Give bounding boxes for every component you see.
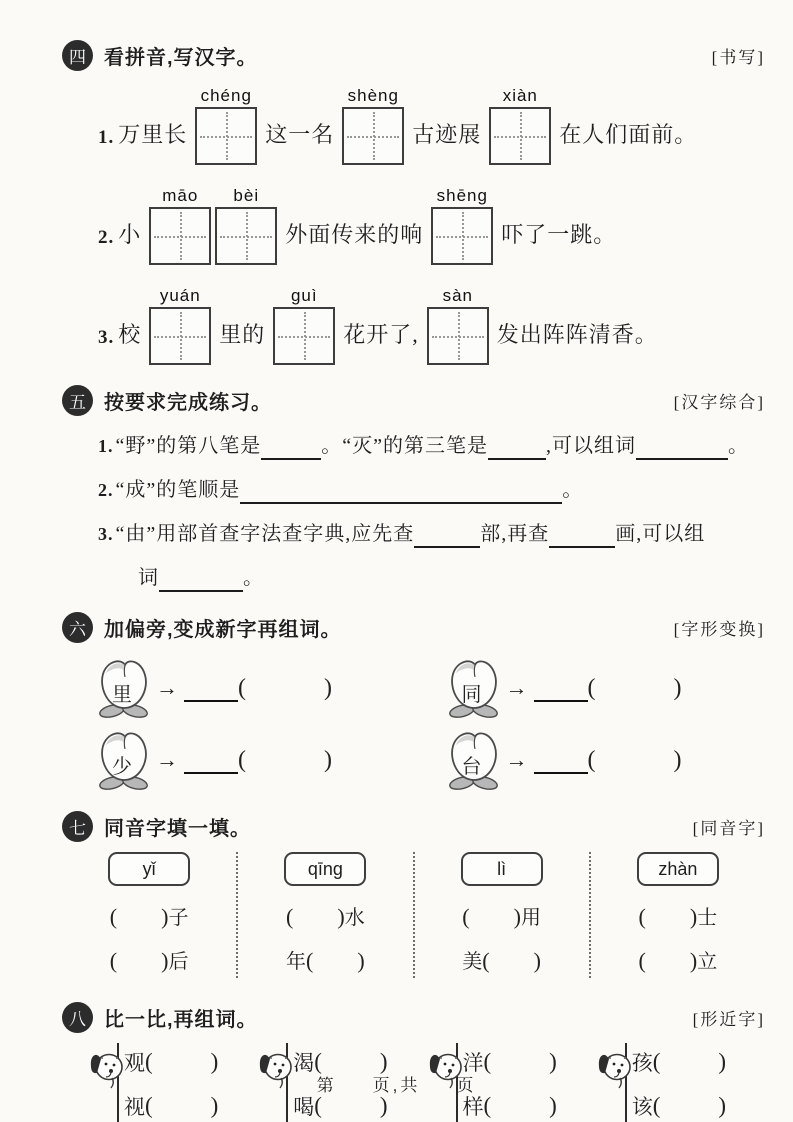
sentence-segment: 这一名 <box>265 122 335 147</box>
item-number: 2. <box>98 480 114 500</box>
section-tag: [字形变换] <box>673 620 765 639</box>
tianzige-writing-box[interactable] <box>431 207 493 265</box>
pinyin-sentence-row <box>98 185 765 265</box>
exercise-text: 。“灭”的第三笔是 <box>321 435 489 457</box>
tianzige-writing-box[interactable] <box>342 107 404 165</box>
exercise-text: 画,可以组 <box>615 523 706 545</box>
character: 渴 <box>293 1051 315 1075</box>
pinyin-pill: zhàn <box>637 852 719 886</box>
writing-box-unit <box>489 85 551 165</box>
exercise-text: “野”的第八笔是 <box>115 435 262 457</box>
character: 视 <box>124 1095 145 1119</box>
base-character: 台 <box>461 756 482 778</box>
paren-open: ( <box>286 904 294 929</box>
section-add-radical <box>62 612 765 793</box>
pinyin-label: guì <box>290 286 318 305</box>
paren-close: ) <box>549 1093 557 1118</box>
row-text: 水 <box>344 907 365 929</box>
tianzige-writing-box[interactable] <box>149 207 211 265</box>
paren-open: ( <box>145 1093 153 1118</box>
homophone-row <box>639 945 718 974</box>
paren-close: ) <box>533 948 541 973</box>
answer-blank[interactable] <box>159 570 243 592</box>
homophone-row <box>462 945 541 974</box>
answer-blank[interactable] <box>488 438 546 460</box>
item-number: 2. <box>98 227 115 248</box>
pinyin-sentence-row <box>98 85 765 165</box>
pinyin-pill: lì <box>461 852 543 886</box>
homophone-column <box>236 852 412 978</box>
section-title: 按要求完成练习。 <box>104 392 272 414</box>
homophone-row <box>110 945 189 974</box>
pinyin-pill: qīng <box>284 852 366 886</box>
paren-close: ) <box>210 1093 219 1118</box>
peach-icon <box>446 657 502 719</box>
paren-close: ) <box>337 904 345 929</box>
new-character-blank[interactable] <box>534 674 588 702</box>
row-text: 后 <box>168 951 189 973</box>
exercise-item <box>98 432 765 460</box>
dog-icon <box>427 1047 465 1096</box>
paren-open: ( <box>587 746 596 773</box>
item-number: 1. <box>98 127 115 148</box>
section-number-badge: 五 <box>62 385 93 416</box>
tianzige-writing-box[interactable] <box>489 107 551 165</box>
arrow-icon: → <box>156 675 178 700</box>
sentence-segment: 外面传来的响 <box>285 222 424 247</box>
sentence-segment: 万里长 <box>118 122 188 147</box>
exercise-item-continuation <box>138 564 765 592</box>
new-character-blank[interactable] <box>184 674 238 702</box>
answer-space[interactable] <box>490 946 534 968</box>
paren-close: ) <box>161 948 169 973</box>
exercise-text: 。 <box>243 567 264 589</box>
writing-box-unit <box>431 185 493 265</box>
answer-space[interactable] <box>596 675 674 701</box>
answer-space[interactable] <box>322 1094 380 1118</box>
exercise-text: “由”用部首查字法查字典,应先查 <box>115 523 415 545</box>
section-homophones <box>62 811 765 978</box>
writing-box-unit <box>195 85 257 165</box>
section-number-badge: 四 <box>62 40 93 71</box>
section-title: 加偏旁,变成新字再组词。 <box>104 619 342 641</box>
paren-close: ) <box>718 1049 727 1074</box>
sentence-segment: 古迹展 <box>412 122 482 147</box>
paren-close: ) <box>549 1049 557 1074</box>
homophone-row <box>639 901 718 930</box>
section-number-badge: 七 <box>62 811 93 842</box>
homophone-column <box>589 852 765 978</box>
paren-close: ) <box>379 1049 388 1074</box>
new-character-blank[interactable] <box>534 746 588 774</box>
radical-item <box>446 727 766 793</box>
answer-space[interactable] <box>246 747 324 773</box>
section-title: 看拼音,写汉字。 <box>104 47 258 69</box>
paren-open: ( <box>638 904 646 929</box>
row-text: 子 <box>168 907 189 929</box>
arrow-icon: → <box>505 675 528 700</box>
peach-icon <box>96 729 152 791</box>
section-title: 比一比,再组词。 <box>104 1009 258 1031</box>
section-number-badge: 八 <box>62 1002 93 1033</box>
peach-icon <box>96 657 152 719</box>
section-tag: [汉字综合] <box>673 393 765 412</box>
answer-space[interactable] <box>117 902 161 924</box>
section-lookalike-characters <box>62 1002 765 1122</box>
answer-blank[interactable] <box>414 526 480 548</box>
section-header <box>62 612 765 643</box>
tianzige-writing-box[interactable] <box>427 307 489 365</box>
radical-item <box>96 655 416 721</box>
exercise-text: 部,再查 <box>480 523 550 545</box>
sentence-segment: 校 <box>118 322 142 347</box>
paren-close: ) <box>379 1093 388 1118</box>
exercise-text: 。 <box>728 435 750 457</box>
section-pinyin-writing <box>62 40 765 365</box>
paren-close: ) <box>689 948 698 973</box>
footer-text: 页 <box>456 1076 477 1095</box>
answer-space[interactable] <box>646 902 690 924</box>
radical-item <box>446 655 766 721</box>
paren-close: ) <box>324 746 332 773</box>
pinyin-label: bèi <box>233 186 260 205</box>
section-header <box>62 385 765 416</box>
pinyin-label: māo <box>162 186 199 205</box>
answer-space[interactable] <box>470 902 514 924</box>
sentence-segment: 小 <box>118 222 142 247</box>
homophone-column <box>62 852 236 978</box>
character: 观 <box>124 1051 145 1075</box>
row-text: 年 <box>286 951 307 973</box>
pinyin-label: xiàn <box>502 86 538 105</box>
dog-icon <box>257 1047 295 1096</box>
exercise-item <box>98 520 765 592</box>
base-character: 同 <box>461 684 482 706</box>
paren-open: ( <box>238 746 246 773</box>
homophone-row <box>110 901 189 930</box>
sentence-segment: 在人们面前。 <box>559 122 698 147</box>
paren-open: ( <box>462 904 470 929</box>
row-text: 士 <box>697 907 718 929</box>
footer-text: 第 <box>316 1076 337 1095</box>
exercise-text: 词 <box>138 567 159 589</box>
writing-box-unit <box>215 185 277 265</box>
paren-open: ( <box>482 948 490 973</box>
pinyin-label: shèng <box>347 86 399 105</box>
peach-items-grid <box>96 655 765 793</box>
item-number: 3. <box>98 327 115 348</box>
row-text: 美 <box>462 951 483 973</box>
pinyin-label: shēng <box>436 186 488 205</box>
new-character-blank[interactable] <box>184 746 238 774</box>
paren-open: ( <box>238 674 246 701</box>
paren-open: ( <box>652 1093 661 1118</box>
paren-open: ( <box>306 948 314 973</box>
answer-space[interactable] <box>313 946 357 968</box>
paren-close: ) <box>673 674 682 701</box>
answer-blank[interactable] <box>261 438 321 460</box>
character: 该 <box>631 1095 653 1119</box>
footer-text: 页,共 <box>372 1076 421 1095</box>
paren-open: ( <box>652 1049 661 1074</box>
answer-space[interactable] <box>293 902 337 924</box>
answer-space[interactable] <box>117 946 161 968</box>
section-tag: [书写] <box>711 48 765 67</box>
paren-open: ( <box>483 1049 492 1074</box>
section-header <box>62 811 765 842</box>
answer-space[interactable] <box>153 1094 211 1118</box>
answer-blank[interactable] <box>549 526 615 548</box>
tianzige-writing-box[interactable] <box>273 307 335 365</box>
writing-box-unit <box>273 285 335 365</box>
homophone-column <box>413 852 589 978</box>
base-character: 里 <box>112 684 132 706</box>
section-title: 同音字填一填。 <box>104 818 251 840</box>
section-header <box>62 1002 765 1033</box>
exercise-text: ,可以组词 <box>546 435 637 457</box>
row-text: 用 <box>520 907 541 929</box>
pinyin-label: sàn <box>442 286 473 305</box>
arrow-icon: → <box>156 747 178 772</box>
character: 孩 <box>631 1051 653 1075</box>
pinyin-pill: yǐ <box>108 852 190 886</box>
radical-item <box>96 727 416 793</box>
item-number: 3. <box>98 524 114 544</box>
tianzige-writing-box[interactable] <box>215 207 277 265</box>
paren-open: ( <box>314 1093 322 1118</box>
dog-icon <box>596 1047 634 1096</box>
sentence-segment: 里的 <box>219 322 266 347</box>
peach-icon <box>446 729 502 791</box>
sentence-segment: 吓了一跳。 <box>501 222 617 247</box>
exercise-item <box>98 476 765 504</box>
homophone-row <box>462 901 541 930</box>
section-hanzi-exercises <box>62 385 765 592</box>
answer-space[interactable] <box>491 1094 549 1118</box>
homophone-row <box>286 901 365 930</box>
paren-close: ) <box>513 904 521 929</box>
pinyin-label: yuán <box>159 286 201 305</box>
paren-close: ) <box>718 1093 727 1118</box>
paren-open: ( <box>314 1049 322 1074</box>
character: 洋 <box>462 1051 484 1075</box>
pinyin-sentence-row <box>98 285 765 365</box>
answer-blank[interactable] <box>636 438 728 460</box>
section-tag: [同音字] <box>692 819 765 838</box>
exercise-text: “成”的笔顺是 <box>115 479 241 501</box>
answer-space[interactable] <box>596 747 674 773</box>
writing-box-unit <box>427 285 489 365</box>
tianzige-writing-box[interactable] <box>195 107 257 165</box>
sentence-segment: 花开了, <box>343 322 419 347</box>
tianzige-writing-box[interactable] <box>149 307 211 365</box>
homophone-row <box>286 945 365 974</box>
pinyin-label: chéng <box>200 86 252 105</box>
writing-box-unit <box>149 285 211 365</box>
answer-space[interactable] <box>660 1094 718 1118</box>
paren-open: ( <box>483 1093 492 1118</box>
sentence-segment: 发出阵阵清香。 <box>496 322 658 347</box>
paren-close: ) <box>210 1049 219 1074</box>
paren-close: ) <box>673 746 682 773</box>
section-number-badge: 六 <box>62 612 93 643</box>
paren-close: ) <box>689 904 698 929</box>
homophone-columns <box>62 852 765 978</box>
answer-blank[interactable] <box>240 482 562 504</box>
paren-close: ) <box>324 674 332 701</box>
paren-open: ( <box>109 904 118 929</box>
exercise-text: 。 <box>562 479 584 501</box>
section-header <box>62 40 765 71</box>
item-number: 1. <box>98 436 114 456</box>
section-tag: [形近字] <box>692 1010 765 1029</box>
answer-space[interactable] <box>246 675 324 701</box>
paren-open: ( <box>587 674 596 701</box>
writing-box-unit <box>342 85 404 165</box>
writing-box-unit <box>149 185 211 265</box>
paren-close: ) <box>357 948 365 973</box>
character: 样 <box>462 1095 484 1119</box>
dog-icon <box>88 1047 126 1096</box>
arrow-icon: → <box>505 747 528 772</box>
character: 喝 <box>293 1095 315 1119</box>
answer-space[interactable] <box>646 946 690 968</box>
paren-open: ( <box>109 948 118 973</box>
row-text: 立 <box>697 951 718 973</box>
paren-close: ) <box>161 904 169 929</box>
paren-open: ( <box>145 1049 153 1074</box>
base-character: 少 <box>112 756 132 778</box>
paren-open: ( <box>638 948 646 973</box>
